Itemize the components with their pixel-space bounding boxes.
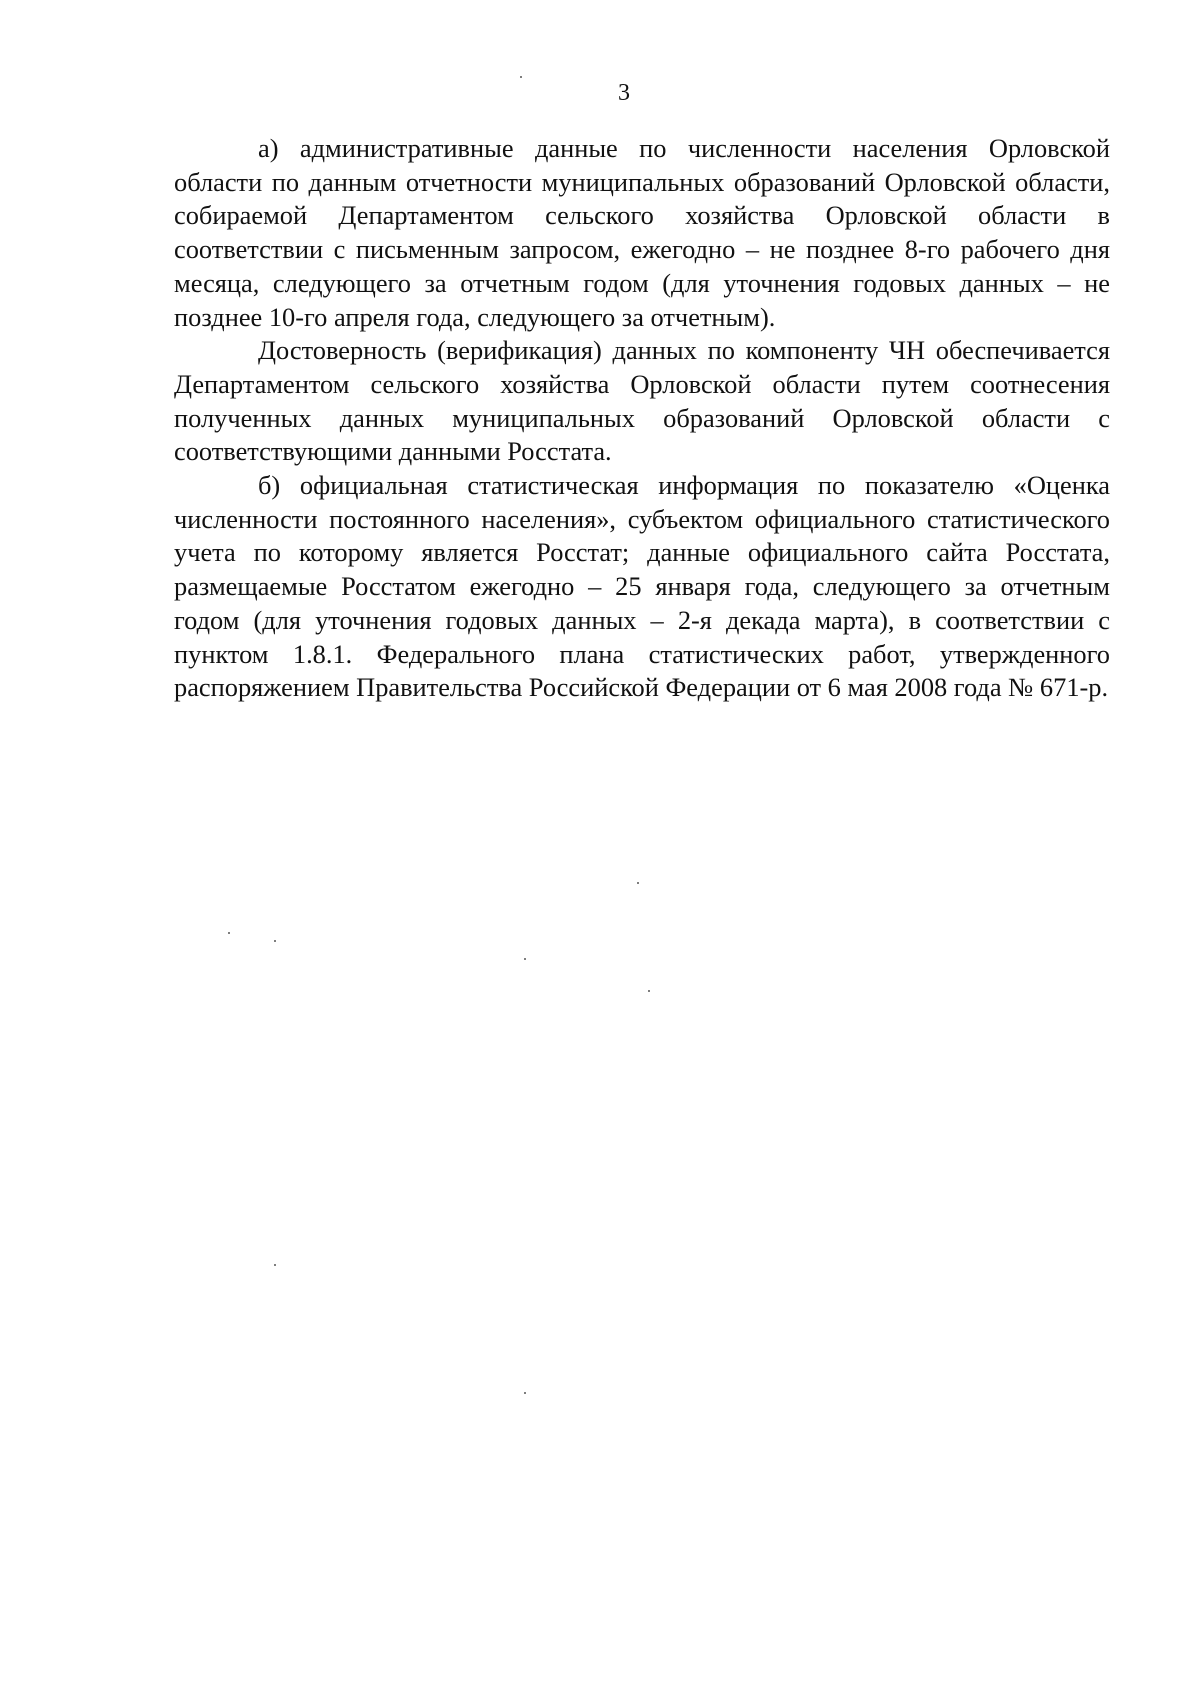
scan-speck (637, 882, 639, 884)
scan-speck (520, 76, 522, 78)
scan-speck (228, 932, 230, 934)
paragraph-verification: Достоверность (верификация) данных по компоненту ЧН обеспечивается Департаментом сельского хозяйства Орловской области путем соотнесения полученных данных муниципальных образований Орловской области с соответствующими данными Росстата. (174, 335, 1110, 467)
paragraph-official-statistics: б) официальная статистическая информация по показателю «Оценка численности постоянного населения», субъектом официального статистического учета по которому является Росстат; данные официального сайта Росстата, размещаемые Росстатом ежегодно – 25 января года, следующего за отчетным годом (для уточнения годовых данных – 2-я декада марта), в соответствии с пунктом 1.8.1. Федерального плана статистических работ, утвержденного распоряжением Правительства Российской Федерации от 6 мая 2008 года № 671-р. (174, 470, 1110, 703)
page-number: 3 (618, 80, 630, 106)
scan-speck (648, 990, 650, 992)
paragraph-administrative-data: а) административные данные по численности населения Орловской области по данным отчетности муниципальных образований Орловской области, собираемой Департаментом сельского хозяйства Орловской области в соответствии с письменным запросом, ежегодно – не позднее 8-го рабочего дня месяца, следующего за отчетным годом (для уточнения годовых данных – не позднее 10-го апреля года, следующего за отчетным). (174, 133, 1110, 332)
document-body (174, 132, 1110, 705)
scan-speck (274, 1264, 276, 1266)
scan-speck (524, 1392, 526, 1394)
scan-speck (524, 958, 526, 960)
scan-speck (274, 940, 276, 942)
